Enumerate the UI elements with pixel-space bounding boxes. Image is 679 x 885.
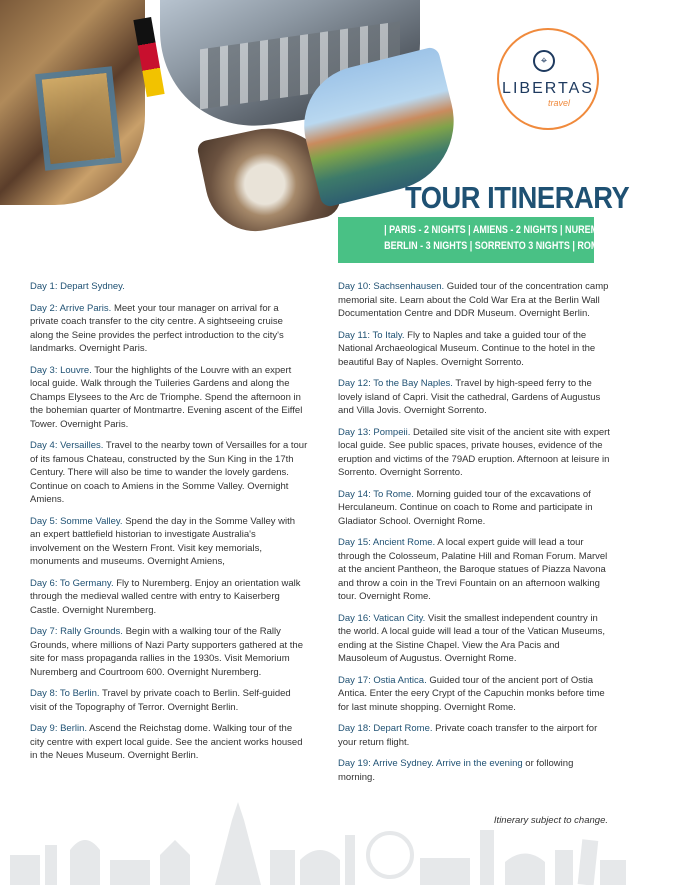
day-text: A local expert guide will lead a tour through the Colosseum, Palatine Hill and Roman Forum. Marvel at the ancient Pantheon, the Baroque statues of Piazza Navona and throw a coin in the Trevi Fountain on an afternoon walking tour. Overnight Rome. [338,537,608,602]
day-text: Guided tour of the ancient port of Ostia Antica. Enter the eery Crypt of the Capuchin monks before time for last minute shopping. Overnight Rome. [338,674,605,713]
day-heading: Day 4: Versailles. [30,440,104,451]
itinerary-day [30,577,308,618]
logo-tagline: travel [547,98,570,108]
itinerary-day [338,674,610,715]
itinerary-day [30,302,308,356]
day-text: Private coach transfer to the airport for your return flight. [338,723,598,748]
day-heading: Day 11: To Italy. [338,329,405,341]
itinerary-day [30,687,308,714]
itinerary-day [338,536,610,604]
day-text: Travel to the nearby town of Versailles for a tour of its famous Chateau, constructed by the Sun King in the 17th Century. There will also be time to wander the lovely gardens. Continue on coach to Amiens in the Somme Valley. Overnight Amiens. [30,440,308,505]
day-text: Visit the smallest independent country in the world. A local guide will lead a tour of the Vatican Museums, ending at the Sistine Chapel. View the Ara Pacis and Mausoleum of Augustus. Overnight Rome. [338,612,606,664]
day-heading: Day 7: Rally Grounds. [30,626,123,637]
day-heading: Day 13: Pompeii. [338,426,411,438]
itinerary-day [338,280,610,321]
day-text: Tour the highlights of the Louvre with an expert local guide. Walk through the Tuileries Gardens and along the Champs Elysees to the Arc de Triomphe. Spend the afternoon in the bohemian quarter of Montmartre. Evening ascent of the Eiffel Tower. Overnight Paris. [30,364,303,430]
day-heading: Day 9: Berlin. [30,723,88,734]
itinerary-day [30,625,308,679]
day-heading: Day 3: Louvre. [30,364,92,376]
day-heading: Day 15: Ancient Rome. [338,537,436,548]
page-title: TOUR ITINERARY [405,180,630,215]
itinerary-day [338,612,610,666]
itinerary-day [30,280,308,294]
day-heading: Day 14: To Rome. [338,488,414,500]
itinerary-day [30,364,308,432]
day-text: Spend the day in the Somme Valley with an expert battlefield historian to investigate Australia's involvement on the Western Front. Visit key memorials, monuments and museums. Overnight Amiens, [30,515,296,567]
destinations-line-2: BERLIN - 3 NIGHTS | SORRENTO 3 NIGHTS | ROME 4 NIGHTS | [384,240,654,252]
day-heading: Day 10: Sachsenhausen. [338,281,445,292]
day-heading: Day 12: To the Bay Naples. [338,378,453,389]
day-text: Ascend the Reichstag dome. Walking tour of the city centre with expert local guide. See the ancient works housed in the Neues Museum. Overnight Berlin. [30,723,303,761]
itinerary-day [338,722,610,749]
itinerary-column-right [338,280,610,792]
day-heading: Day 16: Vatican City. [338,612,426,624]
day-text: or following morning. [338,758,574,783]
day-heading: Day 18: Depart Rome. [338,723,433,734]
day-heading: Day 8: To Berlin. [30,688,100,699]
day-heading: Day 19: Arrive Sydney. Arrive in the evening [338,758,523,769]
destinations-line-1: | PARIS - 2 NIGHTS | AMIENS - 2 NIGHTS | NUREMBERG - 2 NIGHTS | [384,224,679,236]
itinerary-day [338,757,610,784]
day-text: Guided tour of the concentration camp memorial site. Learn about the Cold War Era at the Berlin Wall Documentation Centre and DDR Museum. Overnight Berlin. [338,281,609,319]
itinerary-day [338,426,610,480]
logo-name: LIBERTAS [502,80,594,97]
itinerary-disclaimer: Itinerary subject to change. [493,815,608,826]
itinerary-column-left [30,280,308,771]
day-text: Begin with a walking tour of the Rally Grounds, where millions of Nazi Party supporters gathered at the site for mass propaganda rallies in the 1930s. Visit Memorium Nuremberg and Courtroom 600. Overnight Nuremberg. [30,626,303,678]
day-heading: Day 2: Arrive Paris. [30,302,112,314]
day-heading: Day 6: To Germany. [30,577,114,589]
day-text: Travel by private coach to Berlin. Self-guided visit of the Topography of Terror. Overnight Berlin. [30,688,291,713]
landmark-skyline-illustration [0,800,626,885]
day-text: Morning guided tour of the excavations of Herculaneum. Continue on coach to Rome and participate in Gladiator School. Overnight Rome. [338,488,593,527]
itinerary-day [30,439,308,507]
mosaic-photo [0,0,145,205]
day-text: Detailed site visit of the ancient site with expert local guide. See public spaces, private houses, evidence of the eruption and victims of the 79AD eruption. Afternoon at leisure in Sorrento. Overnight Sorrento. [338,426,610,478]
day-text: Fly to Nuremberg. Enjoy an orientation walk through the medieval walled centre with entry to Kaiserberg Castle. Overnight Nuremberg. [30,577,301,616]
map-pin-icon: ⌖ [533,50,555,72]
day-text: Fly to Naples and take a guided tour of the National Archaeological Museum. Continue to the hotel in the beautiful Bay of Naples. Overnight Sorrento. [338,329,596,368]
destinations-band [338,217,679,263]
itinerary-day [338,377,610,418]
itinerary-day [30,515,308,569]
day-heading: Day 1: Depart Sydney. [30,281,125,292]
day-text: Meet your tour manager on arrival for a private coach transfer to the city centre. A sightseeing cruise along the Seine provides the perfect introduction to the city's landmarks. Overnight Paris. [30,302,284,354]
day-text: Travel by high-speed ferry to the lovely island of Capri. Visit the cathedral, Gardens of Augustus and Villa Jovis. Overnight Sorrento. [338,378,601,416]
itinerary-day [338,488,610,529]
day-heading: Day 5: Somme Valley. [30,515,123,527]
itinerary-day [338,329,610,370]
itinerary-day [30,722,308,763]
libertas-logo [497,28,599,130]
day-heading: Day 17: Ostia Antica. [338,674,427,686]
